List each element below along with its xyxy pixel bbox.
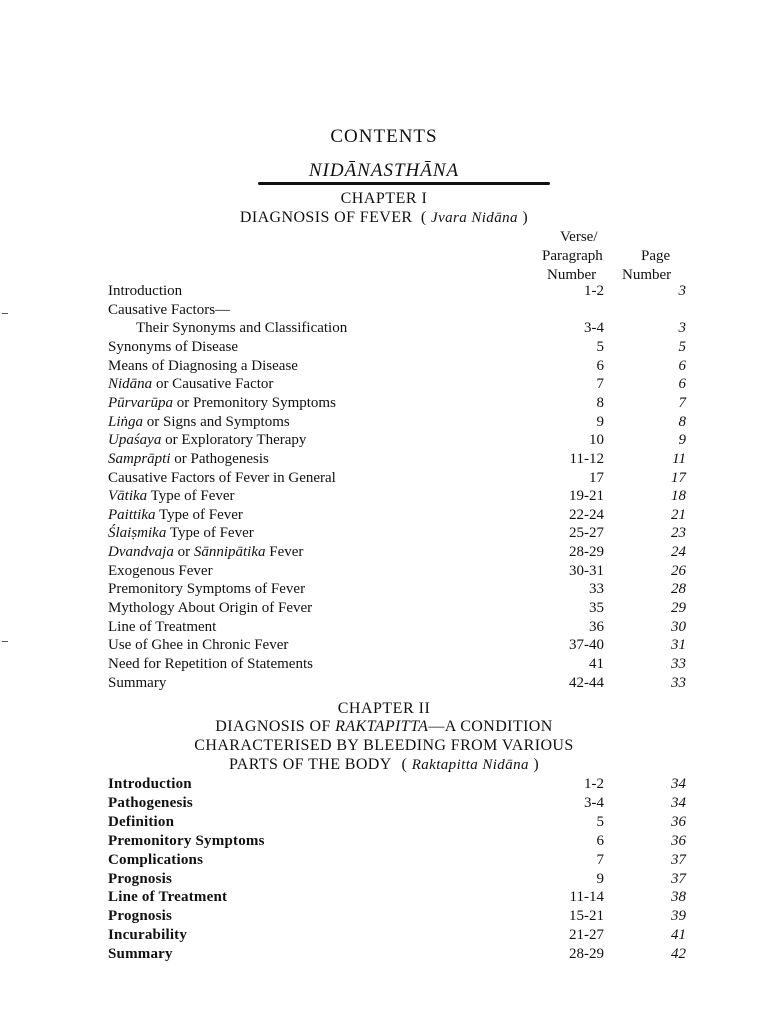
entry-title (108, 469, 336, 488)
entry-title-sanskrit: Upaśaya (108, 432, 162, 449)
chapter2-label: CHAPTER II (337, 700, 431, 717)
toc-entry (108, 870, 698, 889)
entry-title-text: Incurability (108, 927, 188, 944)
entry-title (108, 599, 312, 618)
verse-number: 1-2 (584, 776, 604, 792)
page-number: 33 (671, 674, 686, 691)
entry-title (108, 357, 298, 376)
entry-title (108, 431, 306, 450)
verse-number: 5 (596, 813, 604, 830)
entry-title-text: Exogenous Fever (108, 562, 213, 579)
page-header-line1: Page (641, 248, 671, 264)
entry-title (108, 282, 182, 301)
entry-title-sanskrit: Pūrvarūpa (108, 394, 173, 411)
chapter2-title-pre: DIAGNOSIS OF (215, 718, 336, 735)
entry-title-text: Line of Treatment (108, 618, 217, 635)
chapter1-title-open: ( (420, 209, 427, 226)
entry-title-text: Summary (108, 946, 173, 963)
entry-title-text: Premonitory Symptoms of Fever (108, 581, 306, 598)
entry-title-sanskrit: Dvandvaja (108, 544, 174, 561)
toc-entry (108, 319, 698, 338)
toc-entry (108, 775, 698, 794)
entry-title (108, 506, 243, 525)
entry-title-text: Line of Treatment (108, 889, 228, 906)
page-number: 21 (671, 506, 686, 523)
toc-entry (108, 413, 698, 432)
toc-entry (108, 450, 698, 469)
entry-title (108, 301, 230, 320)
verse-number: 28-29 (569, 544, 604, 561)
entry-title (108, 655, 313, 674)
entry-title (108, 580, 305, 599)
entry-title-text: Mythology About Origin of Fever (108, 600, 313, 617)
page-number: 36 (671, 813, 686, 830)
entry-title-text: Summary (108, 674, 167, 691)
page-number: 24 (671, 544, 686, 561)
chapter2-title-line1 (0, 718, 768, 736)
verse-number: 7 (596, 376, 604, 393)
entry-title (108, 775, 192, 794)
chapter2-title-line3-close: ) (533, 756, 540, 773)
page-number: 39 (671, 908, 686, 925)
verse-number: 9 (596, 413, 604, 430)
entry-title-text: or Pathogenesis (170, 450, 269, 467)
toc-entry (108, 907, 698, 926)
toc-entry (108, 394, 698, 413)
entry-title (108, 394, 336, 413)
toc-entry (108, 655, 698, 674)
entry-title-text: Causative Factors— (108, 301, 231, 318)
verse-number: 9 (596, 870, 604, 887)
entry-title-text: Use of Ghee in Chronic Fever (108, 637, 289, 654)
toc-entry (108, 469, 698, 488)
verse-number: 35 (589, 600, 604, 617)
entry-title-text: or Exploratory Therapy (161, 432, 307, 449)
page-number: 6 (678, 376, 686, 393)
entry-title (108, 926, 187, 945)
entry-title-text: Premonitory Symptoms (108, 832, 265, 849)
entry-title-text: Complications (108, 851, 204, 868)
page-number: 3 (678, 283, 686, 299)
page-number: 37 (671, 851, 686, 868)
entry-title-text: Need for Repetition of Statements (108, 656, 313, 672)
verse-number: 25-27 (569, 525, 604, 542)
toc-entry (108, 851, 698, 870)
verse-number: 1-2 (584, 283, 604, 299)
page-number: 31 (671, 637, 686, 654)
entry-title-sanskrit: Ślaiṣmika (108, 525, 167, 542)
page-number: 18 (671, 488, 686, 505)
verse-number: 37-40 (569, 637, 604, 654)
page-number: 38 (671, 889, 686, 906)
entry-title-sanskrit: Samprāpti (108, 450, 171, 467)
verse-number: 8 (596, 394, 604, 411)
verse-number: 11-14 (569, 889, 604, 906)
verse-number: 17 (589, 469, 604, 486)
page-number: 42 (671, 946, 686, 963)
entry-title (108, 851, 203, 870)
chapter1-title-close: ) (522, 209, 529, 226)
entry-title (108, 413, 290, 432)
verse-header-line3: Number (547, 267, 597, 283)
page-number: 5 (678, 338, 686, 355)
verse-header-line1: Verse/ (560, 229, 598, 245)
verse-header-line2: Paragraph (542, 248, 603, 264)
entry-title (108, 870, 172, 889)
verse-number: 10 (589, 432, 604, 449)
chapter2-title-italic: RAKTAPITTA (335, 718, 429, 735)
verse-number: 21-27 (569, 927, 604, 944)
entry-title-text: or Signs and Symptoms (143, 413, 290, 430)
page-number: 34 (671, 776, 686, 792)
toc-entry (108, 282, 698, 301)
toc-entry (108, 636, 698, 655)
entry-title (108, 618, 216, 637)
contents-title: CONTENTS (330, 126, 438, 147)
entry-title-text: Pathogenesis (108, 794, 193, 811)
page-number: 8 (678, 413, 686, 430)
entry-title (108, 636, 288, 655)
verse-number: 19-21 (569, 488, 604, 505)
page-number: 7 (678, 394, 686, 411)
toc-entry (108, 431, 698, 450)
toc-entry (108, 487, 698, 506)
entry-title (108, 813, 174, 832)
entry-title (108, 338, 238, 357)
chapter2-title-line3-open: ( (401, 756, 408, 773)
entry-title (108, 945, 173, 964)
entry-title-text: Their Synonyms and Classification (136, 320, 348, 337)
verse-number: 36 (589, 618, 604, 635)
page-number: 29 (671, 600, 686, 617)
page-number: 33 (671, 656, 686, 672)
page-number: 34 (671, 794, 686, 811)
chapter1-title-main: DIAGNOSIS OF FEVER (239, 209, 413, 226)
toc-entry (108, 543, 698, 562)
page-number: 37 (671, 870, 686, 887)
verse-number: 6 (596, 357, 604, 374)
toc-entry (108, 524, 698, 543)
entry-title-sanskrit: Nidāna (108, 376, 153, 393)
entry-title-text: Introduction (108, 283, 183, 299)
page-number: 11 (672, 450, 686, 467)
entry-title-text: Type of Fever (155, 506, 243, 523)
page-number: 26 (671, 562, 686, 579)
chapter1-label: CHAPTER I (340, 190, 428, 207)
entry-title (136, 319, 347, 338)
toc-entry (108, 888, 698, 907)
entry-title-text: or (173, 544, 194, 561)
verse-number: 22-24 (569, 506, 604, 523)
entry-title (108, 375, 273, 394)
entry-title-text: Causative Factors of Fever in General (108, 469, 336, 486)
verse-number: 3-4 (584, 320, 604, 337)
entry-title (108, 907, 172, 926)
chapter1-title-sanskrit: Jvara Nidāna (431, 210, 518, 226)
verse-number: 42-44 (569, 674, 604, 691)
toc-entry (108, 813, 698, 832)
entry-title-text: or Causative Factor (152, 376, 274, 393)
verse-number: 41 (589, 656, 604, 672)
verse-number: 6 (596, 832, 604, 849)
verse-number: 5 (596, 338, 604, 355)
toc-entry (108, 357, 698, 376)
margin-mark (2, 641, 8, 642)
page-number: 23 (671, 525, 686, 542)
toc-entry (108, 926, 698, 945)
page-number: 6 (678, 357, 686, 374)
chapter2-title-post: —A CONDITION (428, 718, 553, 735)
entry-title-text: Type of Fever (147, 488, 235, 505)
title-underline (258, 182, 550, 185)
chapter2-title-line3-sanskrit: Raktapitta Nidāna (411, 757, 529, 773)
entry-title-sanskrit: Paittika (108, 506, 156, 523)
toc-entry (108, 301, 698, 320)
entry-title-text: Prognosis (108, 908, 173, 925)
toc-entry (108, 832, 698, 851)
entry-title-text: Synonyms of Disease (108, 338, 238, 355)
page-number: 3 (678, 320, 686, 337)
verse-number: 28-29 (569, 946, 604, 963)
entry-title (108, 674, 166, 693)
toc-entry (108, 945, 698, 964)
toc-entry (108, 674, 698, 693)
page-number: 30 (671, 618, 686, 635)
verse-number: 30-31 (569, 562, 604, 579)
margin-mark (2, 313, 8, 314)
toc-entry (108, 580, 698, 599)
page-number: 28 (671, 581, 686, 598)
chapter2-title-line3-main: PARTS OF THE BODY (228, 756, 392, 773)
verse-number: 11-12 (569, 450, 604, 467)
entry-title-text: Fever (265, 544, 304, 561)
entry-title (108, 450, 269, 469)
page-header-line2: Number (622, 267, 672, 283)
entry-title (108, 888, 227, 907)
entry-title-text: or Premonitory Symptoms (173, 394, 336, 411)
toc-entry (108, 599, 698, 618)
toc-entry (108, 375, 698, 394)
verse-number: 3-4 (584, 794, 604, 811)
entry-title (108, 832, 265, 851)
entry-title-sanskrit: Liṅga (108, 413, 144, 430)
chapter2-title-line3 (0, 756, 768, 774)
entry-title-text: Means of Diagnosing a Disease (108, 357, 298, 374)
entry-title-sanskrit: Sānnipātika (193, 544, 266, 561)
toc-entry (108, 338, 698, 357)
entry-title (108, 794, 193, 813)
toc-entry (108, 794, 698, 813)
entry-title-text: Type of Fever (166, 525, 254, 542)
toc-entry (108, 618, 698, 637)
verse-number: 7 (596, 851, 604, 868)
toc-entry (108, 562, 698, 581)
entry-title-sanskrit: Vātika (108, 488, 148, 505)
page-number: 41 (671, 927, 686, 944)
entry-title (108, 562, 213, 581)
verse-number: 15-21 (569, 908, 604, 925)
page-number: 17 (671, 469, 686, 486)
entry-title (108, 524, 254, 543)
entry-title-text: Prognosis (108, 870, 173, 887)
chapter2-title-line2: CHARACTERISED BY BLEEDING FROM VARIOUS (194, 737, 574, 754)
toc-entry (108, 506, 698, 525)
page-number: 36 (671, 832, 686, 849)
entry-title-text: Definition (108, 813, 175, 830)
verse-number: 33 (589, 581, 604, 598)
chapter1-title (0, 209, 768, 227)
entry-title-text: Introduction (108, 776, 192, 792)
page-number: 9 (678, 432, 686, 449)
entry-title (108, 543, 303, 562)
section-title: NIDĀNASTHĀNA (308, 160, 460, 181)
entry-title (108, 487, 235, 506)
